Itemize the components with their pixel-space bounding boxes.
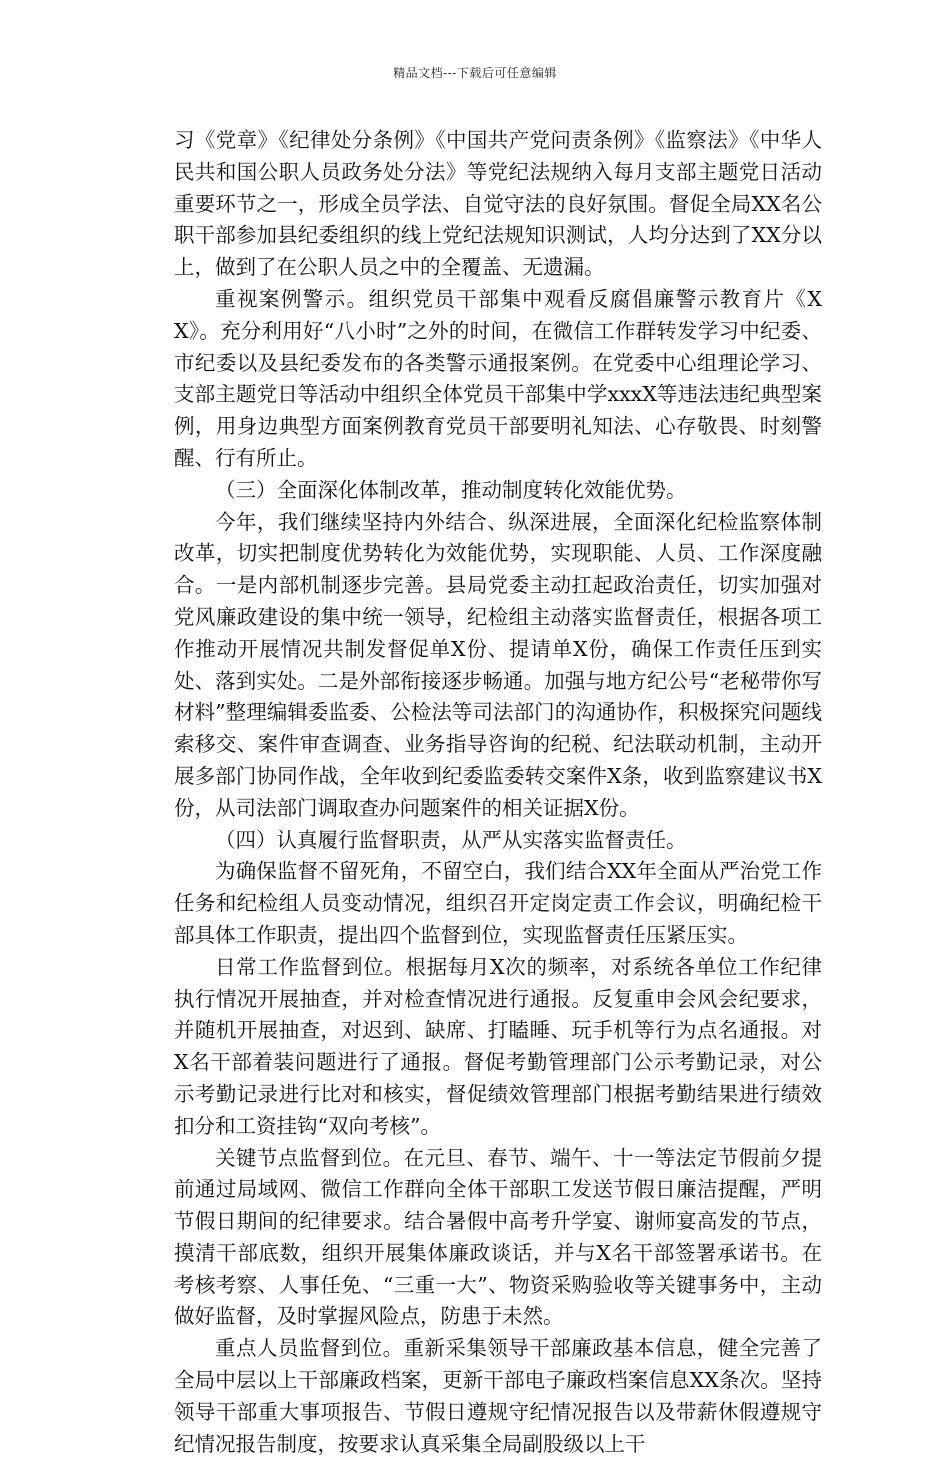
paragraph-reform: 今年，我们继续坚持内外结合、纵深进展，全面深化纪检监察体制改革，切实把制度优势转化为效能优势，实现职能、人员、工作深度融合。一是内部机制逐步完善。县局党委主动扛起政治责任，切实加强对党风廉政建设的集中统一领导，纪检组主动落实监督责任，根据各项工作推动开展情况共制发督促单X份、提请单X份，确保工作责任压到实处、落到实处。二是外部衔接逐步畅通。加强与地方纪公号“老秘带你写材料”整理编辑委监委、公检法等司法部门的沟通协作，积极探究问题线索移交、案件审查调查、业务指导咨询的纪税、纪法联动机制，主动开展多部门协同作战，全年收到纪委监委转交案件X条，收到监察建议书X份，从司法部门调取查办问题案件的相关证据X份。 — [174, 509, 822, 820]
paragraph-key-nodes: 关键节点监督到位。在元旦、春节、端午、十一等法定节假前夕提前通过局域网、微信工作群向全体干部职工发送节假日廉洁提醒，严明节假日期间的纪律要求。结合暑假中高考升学宴、谢师宴高发的节点，摸清干部底数，组织开展集体廉政谈话，并与X名干部签署承诺书。在考核考察、人事任免、“三重一大”、物资采购验收等关键事务中，主动做好监督，及时掌握风险点，防患于未然。 — [174, 1145, 822, 1329]
paragraph-case-warning: 重视案例警示。组织党员干部集中观看反腐倡廉警示教育片《XX》。充分利用好“八小时”之外的时间，在微信工作群转发学习中纪委、市纪委以及县纪委发布的各类警示通报案例。在党委中心组理论学习、支部主题党日等活动中组织全体党员干部集中学xxxX等违法违纪典型案例，用身边典型方面案例教育党员干部要明礼知法、心存敬畏、时刻警醒、行有所止。 — [174, 286, 822, 470]
section-heading-4: （四）认真履行监督职责，从严从实落实监督责任。 — [215, 827, 687, 852]
paragraph-key-personnel: 重点人员监督到位。重新采集领导干部廉政基本信息，健全完善了全局中层以上干部廉政档案，更新干部电子廉政档案信息XX条次。坚持领导干部重大事项报告、节假日遵规守纪情况报告以及带薪休假遵规守纪情况报告制度，按要求认真采集全局副股级以上干 — [174, 1336, 822, 1456]
page-header: 精品文档---下载后可任意编辑 — [393, 66, 557, 80]
document-body — [174, 125, 822, 1460]
paragraph-supervision-intro: 为确保监督不留死角，不留空白，我们结合XX年全面从严治党工作任务和纪检组人员变动情况，组织召开定岗定责工作会议，明确纪检干部具体工作职责，提出四个监督到位，实现监督责任压紧压实。 — [174, 859, 822, 947]
paragraph-daily-supervision: 日常工作监督到位。根据每月X次的频率，对系统各单位工作纪律执行情况开展抽查，并对检查情况进行通报。反复重申会风会纪要求，并随机开展抽查，对迟到、缺席、打瞌睡、玩手机等行为点名通报。对X名干部着装问题进行了通报。督促考勤管理部门公示考勤记录，对公示考勤记录进行比对和核实，督促绩效管理部门根据考勤结果进行绩效扣分和工资挂钩“双向考核”。 — [174, 954, 822, 1138]
section-heading-3: （三）全面深化体制改革，推动制度转化效能优势。 — [215, 477, 687, 502]
paragraph-1: 习《党章》《纪律处分条例》《中国共产党问责条例》《监察法》《中华人民共和国公职人员政务处分法》等党纪法规纳入每月支部主题党日活动重要环节之一，形成全员学法、自觉守法的良好氛围。督促全局XX名公职干部参加县纪委组织的线上党纪法规知识测试，人均分达到了XX分以上，做到了在公职人员之中的全覆盖、无遗漏。 — [174, 128, 822, 280]
